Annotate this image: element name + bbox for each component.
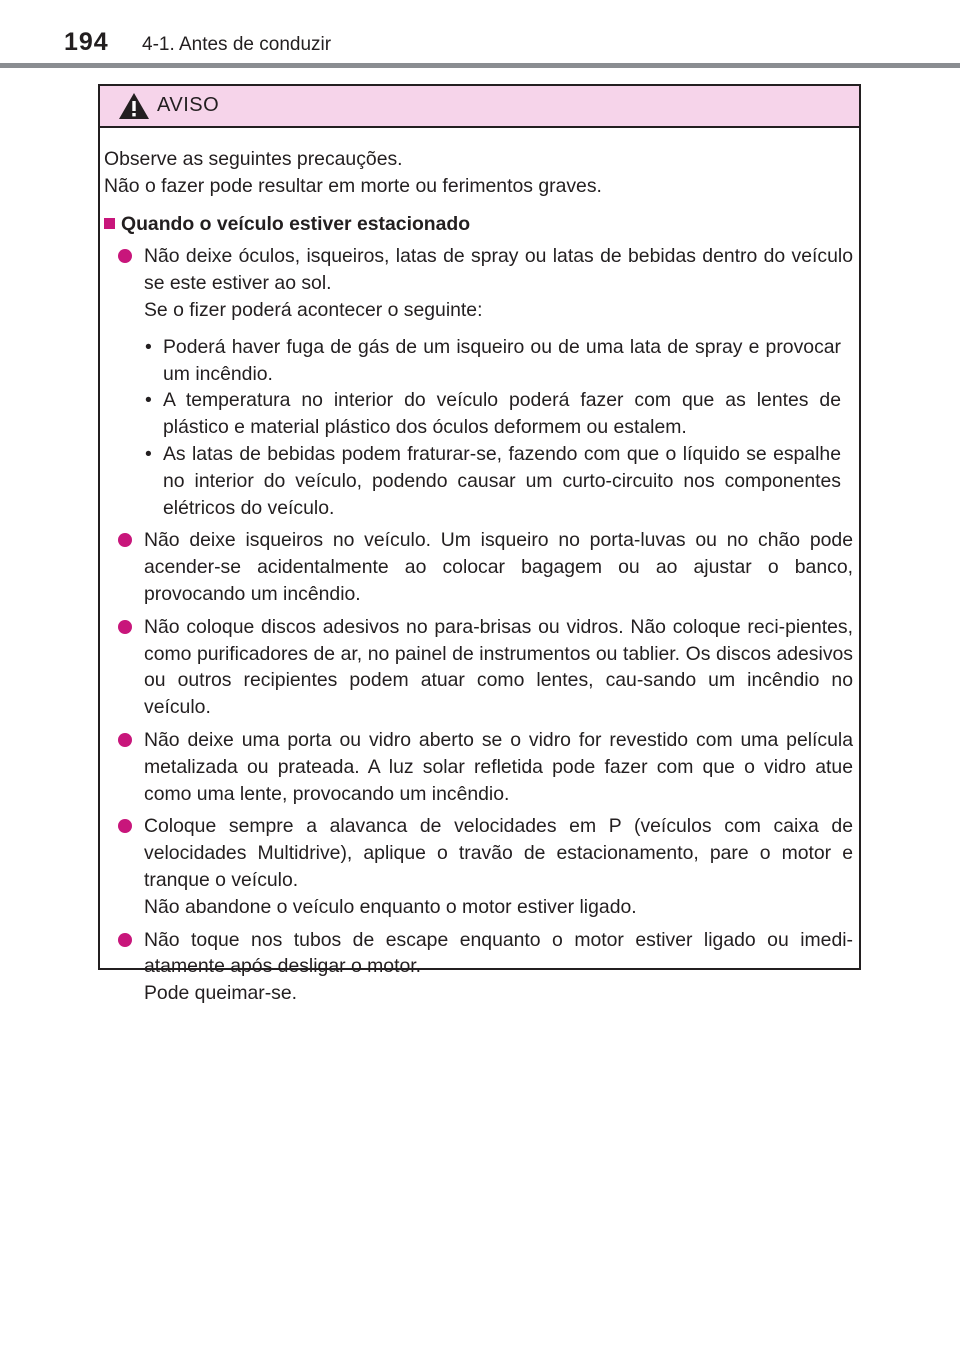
circle-bullet-icon <box>118 249 132 263</box>
sub-list <box>104 334 853 522</box>
list-item-text: Não deixe uma porta ou vidro aberto se o vidro for revestido com uma película metalizada ou prateada. A luz solar refletida pode fazer com que o vidro atue como uma lente, provocando um incêndio. <box>144 728 853 805</box>
list-item <box>104 243 853 323</box>
list-item-text: Não deixe isqueiros no veículo. Um isqueiro no porta-luvas ou no chão pode acender-se acidentalmente ao colocar bagagem ou ao ajustar o banco, provocando um incêndio. <box>144 529 853 605</box>
list-item <box>104 927 853 1007</box>
sub-list-text: Poderá haver fuga de gás de um isqueiro ou de uma lata de spray e provocar um incêndio. <box>163 335 841 385</box>
list-item-text: Coloque sempre a alavanca de velocidades em P (veículos com caixa de velocidades Multidrive), aplique o travão de estacionamento, pare o motor e tranque o veículo. <box>144 815 853 891</box>
list-item-note: Se o fizer poderá acontecer o seguinte: <box>144 298 483 321</box>
intro-line: Não o fazer pode resultar em morte ou ferimentos graves. <box>104 174 602 197</box>
circle-bullet-icon <box>118 933 132 947</box>
warning-body <box>100 128 859 1007</box>
warning-intro <box>104 146 853 200</box>
dot-bullet-icon: • <box>145 442 152 465</box>
circle-bullet-icon <box>118 819 132 833</box>
intro-line: Observe as seguintes precauções. <box>104 148 403 170</box>
sub-list-text: As latas de bebidas podem fraturar-se, fazendo com que o líquido se espalhe no interior do veículo, podendo causar um curto-circuito nos componentes elétricos do veículo. <box>163 442 841 519</box>
heading-text: Quando o veículo estiver estacionado <box>121 212 471 235</box>
warning-box <box>98 84 861 1005</box>
header-divider <box>0 63 960 68</box>
list-item <box>104 727 853 807</box>
list-item <box>104 614 853 721</box>
circle-bullet-icon <box>118 533 132 547</box>
parked-heading <box>104 211 853 238</box>
list-item <box>104 527 853 607</box>
circle-bullet-icon <box>118 620 132 634</box>
dot-bullet-icon: • <box>145 389 152 412</box>
warning-label: AVISO <box>157 94 220 116</box>
section-title: 4-1. Antes de conduzir <box>142 34 332 55</box>
warning-header <box>100 86 859 128</box>
list-item-text: Não coloque discos adesivos no para-brisas ou vidros. Não coloque reci-pientes, como purificadores de ar, no painel de instrumentos ou tablier. Os discos adesivos ou outros recipientes podem atuar como lentes, cau-sando um incêndio no veículo. <box>144 615 853 719</box>
list-item-text: Não deixe óculos, isqueiros, latas de spray ou latas de bebidas dentro do veículo se este estiver ao sol. <box>144 245 853 295</box>
warning-triangle-icon <box>118 92 150 120</box>
sub-list-item <box>104 387 853 441</box>
sub-list-item <box>104 441 853 521</box>
sub-list-item <box>104 334 853 388</box>
list-item <box>104 813 853 920</box>
square-bullet-icon <box>104 218 115 229</box>
list-item-note: Não abandone o veículo enquanto o motor estiver ligado. <box>144 895 637 918</box>
list-item-text: Não toque nos tubos de escape enquanto o motor estiver ligado ou imedi-atamente após desligar o motor. <box>144 928 853 978</box>
circle-bullet-icon <box>118 733 132 747</box>
sub-list-text: A temperatura no interior do veículo poderá fazer com que as lentes de plástico e material plástico dos óculos deformem ou estalem. <box>163 389 841 439</box>
page-number: 194 <box>64 28 109 56</box>
dot-bullet-icon: • <box>145 335 152 358</box>
list-item-note: Pode queimar-se. <box>144 982 298 1005</box>
